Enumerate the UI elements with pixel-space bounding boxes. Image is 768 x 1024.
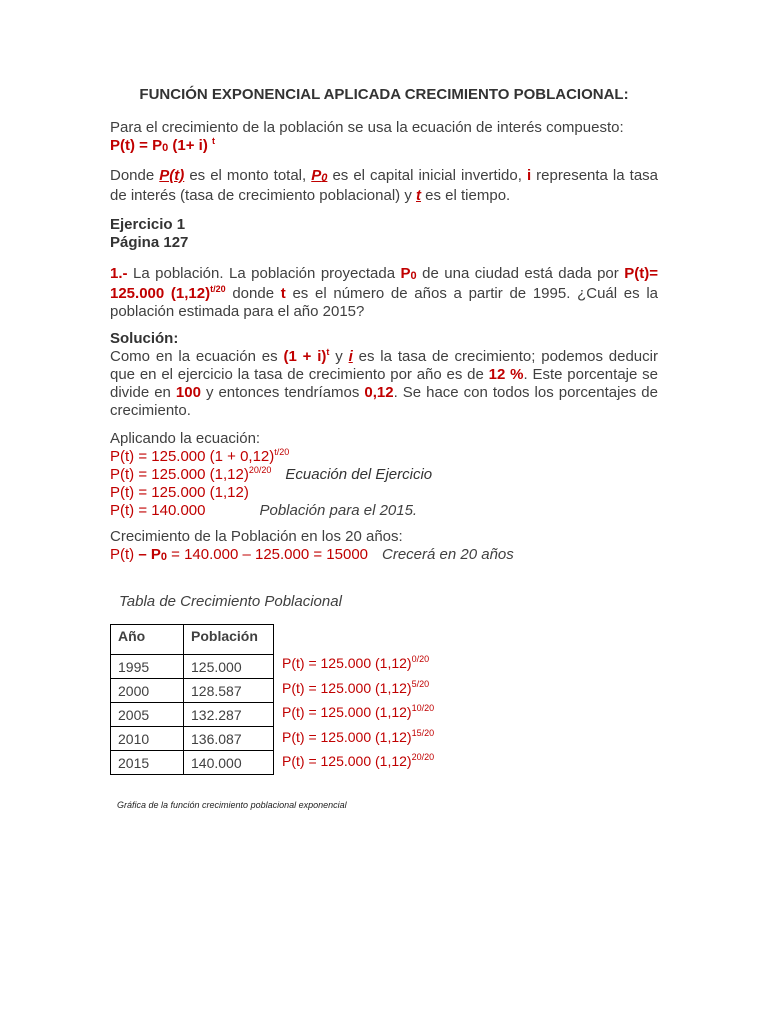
problem-statement: 1.- La población. La población proyectada P0 de una ciudad está dada por P(t)= 125.000 $(1,12)^{t/20}$ donde t es el número de años a partir de 1995. ¿Cuál es la población estimada para el año 2015? bbox=[110, 265, 659, 320]
table-row: 2005 132.287 bbox=[111, 703, 274, 727]
applying-line-1: P(t) = 125.000 $(1 + 0,12)^{t/20}$ bbox=[110, 447, 290, 465]
formula-item: P(t) = 125.000 $(1,12)^{0/20}$ bbox=[282, 654, 430, 671]
table-caption: Tabla de Crecimiento Poblacional bbox=[119, 593, 342, 610]
header-year: Año bbox=[111, 625, 184, 655]
intro-paragraph bbox=[110, 119, 658, 157]
growth-equation: P(t) – P0 = 140.000 – 125.000 = 15000 Crecerá en 20 años bbox=[110, 546, 514, 563]
term-i: i bbox=[526, 167, 532, 184]
page-title: FUNCIÓN EXPONENCIAL APLICADA CRECIMIENTO POBLACIONAL: bbox=[139, 86, 629, 103]
term-pt: P(t) bbox=[159, 167, 185, 184]
applying-line-4: P(t) = 140.000 Población para el 2015. bbox=[110, 502, 418, 519]
intro-text: Para el crecimiento de la población se usa la ecuación de interés compuesto: bbox=[110, 119, 624, 136]
applying-section bbox=[110, 430, 658, 520]
table-row: 2000 128.587 bbox=[111, 679, 274, 703]
header-population: Población bbox=[184, 625, 274, 655]
term-t: t bbox=[416, 187, 421, 204]
population-table bbox=[110, 624, 274, 775]
table-row: 2015 140.000 bbox=[111, 751, 274, 775]
solution-heading: Solución: bbox=[110, 330, 179, 347]
term-p0: P0 bbox=[311, 167, 328, 184]
table-row: 2010 136.087 bbox=[111, 727, 274, 751]
main-formula: P(t) = P0 (1+ i) $^t$ bbox=[110, 136, 215, 154]
formula-list bbox=[282, 651, 434, 774]
formula-item: P(t) = 125.000 $(1,12)^{5/20}$ bbox=[282, 678, 430, 696]
growth-section bbox=[110, 528, 658, 566]
growth-label: Crecimiento de la Población en los 20 años: bbox=[110, 528, 403, 545]
formula-item: P(t) = 125.000 $(1,12)^{15/20}$ bbox=[282, 727, 435, 745]
formula-item: P(t) = 125.000 $(1,12)^{20/20}$ bbox=[282, 752, 435, 769]
problem-equation: P(t)= 125.000 $(1,12)^{t/20}$ bbox=[110, 265, 658, 302]
figure-caption: Gráfica de la función crecimiento poblacional exponencial bbox=[117, 800, 347, 810]
applying-line-3: P(t) = 125.000 (1,12) bbox=[110, 484, 249, 501]
table-row: 1995 125.000 bbox=[111, 655, 274, 679]
definitions-paragraph: Donde P(t) es el monto total, P0 es el capital inicial invertido, i representa la tasa de interés (tasa de crecimiento poblacional) y t es el tiempo. bbox=[110, 167, 659, 204]
solution-text: Como en la ecuación es $(1 + i)^t$ y i es la tasa de crecimiento; podemos deducir que en el ejercicio la tasa de crecimiento por año es de 12 %. Este porcentaje se divide en 100 y entonces tendríamos 0,12. Se hace con todos los porcentajes de crecimiento. bbox=[110, 347, 658, 419]
exercise-heading: Ejercicio 1 Página 127 bbox=[110, 216, 189, 251]
applying-label: Aplicando la ecuación: bbox=[110, 430, 261, 447]
formula-item: P(t) = 125.000 $(1,12)^{10/20}$ bbox=[282, 703, 435, 720]
applying-line-2: P(t) = 125.000 $(1,12)^{20/20}$ Ecuación del Ejercicio bbox=[110, 465, 433, 483]
solution-section bbox=[110, 330, 658, 420]
table-header-row bbox=[111, 625, 274, 655]
